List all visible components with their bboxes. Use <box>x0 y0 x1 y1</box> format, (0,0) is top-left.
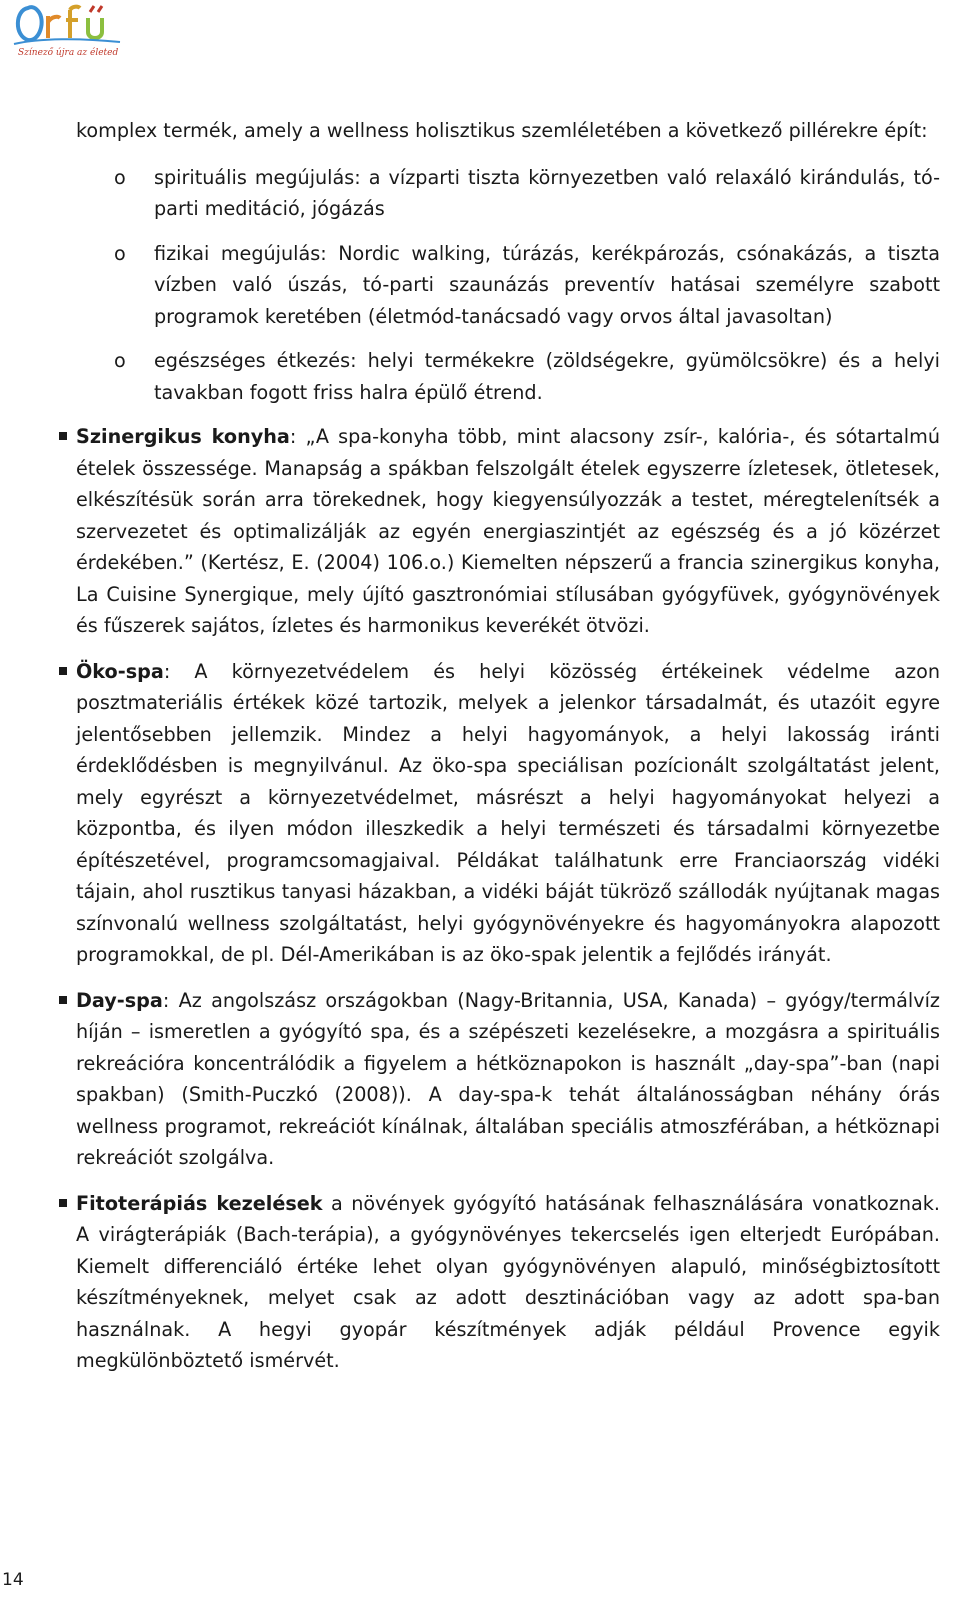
spa-type-item <box>76 421 940 642</box>
orfu-logo <box>10 2 130 64</box>
pillar-text: egészséges étkezés: helyi termékekre (zöldségekre, gyümölcsökre) és a helyi tavakban fogott friss halra épülő étrend. <box>154 349 940 404</box>
page-number: 14 <box>2 1570 24 1590</box>
term-separator: : <box>163 659 171 683</box>
pillar-item <box>76 238 940 333</box>
pillar-text: fizikai megújulás: Nordic walking, túrázás, kerékpározás, csónakázás, a tiszta vízben való úszás, tó-parti szaunázás preventív hatásai személyre szabott programok keretében (életmód-tanácsadó vagy orvos által javasoltan) <box>154 241 940 328</box>
pillar-item <box>76 345 940 408</box>
term-description: A környezetvédelem és helyi közösség értékeinek védelme azon posztmateriális értékek közé tartozik, melyek a jelenkor társadalmát, és utazóit egyre jelentősebben jellemzik. Mindez a helyi hagyományok, a helyi lakosság iránti érdeklődésben is megnyilvánul. Az öko-spa speciálisan pozícionált szolgáltatást jelent, mely egyrészt a környezetvédelmet, másrészt a helyi hagyományokat helyezi a központba, és ilyen módon illeszkedik a helyi természeti és társadalmi környezetbe építészetével, programcsomagjaival. Példákat találhatunk erre Franciaország vidéki tájain, ahol rusztikus tanyasi házakban, a vidéki báját tükröző szállodák nyújtanak magas színvonalú wellness szolgáltatást, helyi gyógynövényekre és hagyományokra alapozott programokkal, de pl. Dél-Amerikában is az öko-spak jelentik a fejlődés irányát. <box>76 659 940 966</box>
term-label: Fitoterápiás kezelések <box>76 1191 323 1215</box>
term-description: Az angolszász országokban (Nagy-Britannia, USA, Kanada) – gyógy/termálvíz híján – ismeretlen a gyógyító spa, és a szépészeti kezelésekre, a mozgásra a spirituális rekreációra koncentrálódik a figyelem a hétköznapokon is használt „day-spa”-ban (napi spakban) (Smith-Puczkó (2008)). A day-spa-k tehát általánosságban néhány órás wellness programot, rekreációt kínálnak, általában speciális atmoszférában, a hétköznapi rekreációt szolgálva. <box>76 988 940 1169</box>
intro-paragraph: komplex termék, amely a wellness holisztikus szemléletében a következő pillérekre épít: <box>76 119 928 142</box>
pillar-list <box>76 162 940 409</box>
pillar-text: spirituális megújulás: a vízparti tiszta környezetben való relaxáló kirándulás, tó-parti meditáció, jógázás <box>154 165 940 220</box>
logo-graphic <box>10 2 130 50</box>
spa-type-item <box>76 656 940 971</box>
square-bullet-icon <box>59 996 67 1004</box>
square-bullet-icon <box>59 667 67 675</box>
term-description: a növények gyógyító hatásának felhasználására vonatkoznak. A virágterápiák (Bach-terápia), a gyógynövényes tekercselés igen elterjedt Európában. Kiemelt differenciáló értéke lehet olyan gyógynövényen alapuló, minőségbiztosított készítményeknek, melyet csak az adott desztinációban vagy az adott spa-ban használnak. A hegyi gyopár készítmények adják például Provence egyik megkülönböztető ismérvét. <box>76 1191 940 1372</box>
pillar-item <box>76 162 940 225</box>
term-description: „A spa-konyha több, mint alacsony zsír-, kalória-, és sótartalmú ételek összessége. Manapság a spákban felszolgált ételek egyszerre ízletesek, ötletesek, elkészítésük során arra törekednek, hogy kiegyensúlyozzák a testet, méregtelenítsék a szervezetet és optimalizálják az egyén energiaszintjét az egészség és a jó közérzet érdekében.” (Kertész, E. (2004) 106.o.) Kiemelten népszerű a francia szinergikus konyha, La Cuisine Synergique, mely újító gasztronómiai stílusában gyógyfüvek, gyógynövények és fűszerek sajátos, ízletes és harmonikus keverékét ötvözi. <box>76 425 940 637</box>
term-separator: : <box>162 988 170 1012</box>
spa-type-item <box>76 985 940 1174</box>
term-label: Day-spa <box>76 988 163 1012</box>
list-marker: o <box>114 241 126 265</box>
spa-type-item <box>76 1188 940 1377</box>
list-marker: o <box>114 165 126 189</box>
list-marker: o <box>114 349 126 372</box>
square-bullet-icon <box>59 1199 67 1207</box>
square-bullet-icon <box>59 432 67 440</box>
term-label: Szinergikus konyha <box>76 425 290 448</box>
logo-tagline: Színező újra az életed <box>18 48 119 58</box>
spa-type-list <box>76 421 940 1377</box>
term-label: Öko-spa <box>76 659 164 683</box>
document-body <box>76 115 940 1391</box>
term-separator: : <box>289 425 297 448</box>
